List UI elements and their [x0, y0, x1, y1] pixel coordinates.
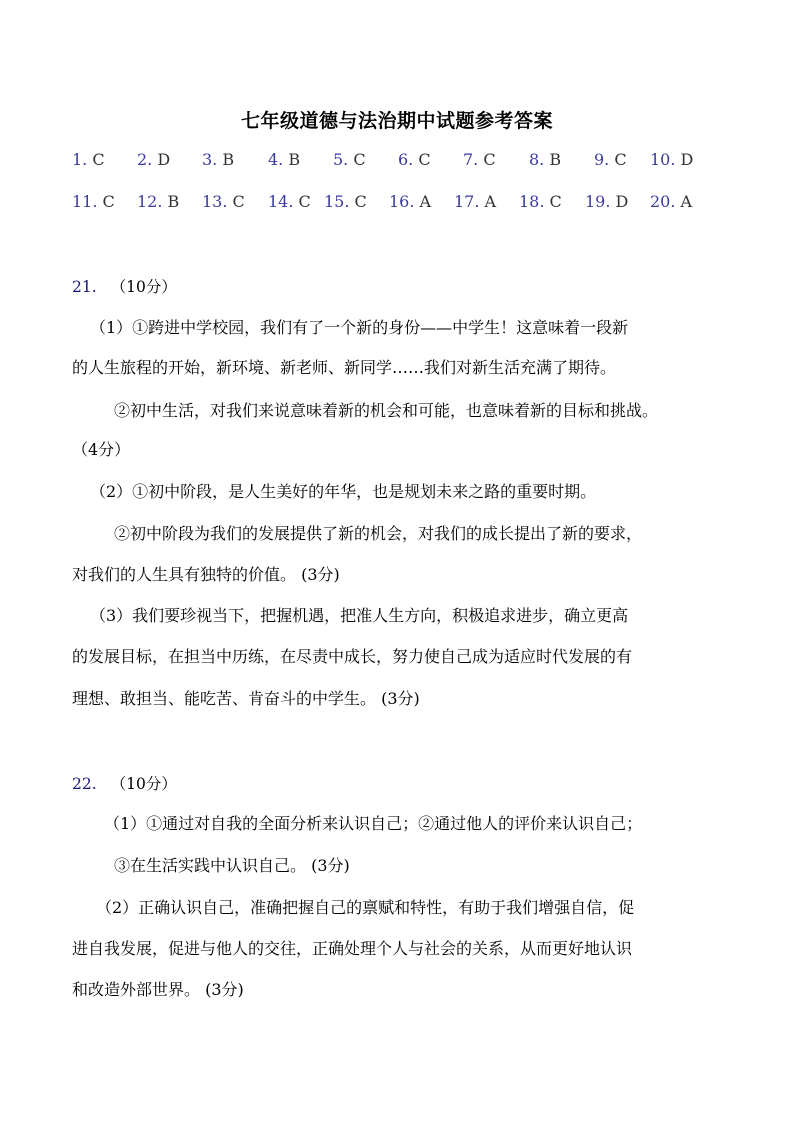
answer-line: 对我们的人生具有独特的价值。 (3分) [72, 565, 340, 584]
answer-line: （3）我们要珍视当下，把握机遇，把准人生方向，积极追求进步，确立更高 [90, 606, 629, 625]
choice-answer: 2. D [137, 150, 171, 169]
choice-answer: 11. C [72, 192, 115, 211]
answer-line: 的人生旅程的开始，新环境、新老师、新同学……我们对新生活充满了期待。 [72, 358, 617, 377]
choice-answer: 4. B [268, 150, 301, 169]
choice-answer: 12. B [137, 192, 180, 211]
answer-line: ③在生活实践中认识自己。 (3分) [114, 856, 350, 875]
question-points: （10分） [110, 278, 177, 296]
answer-line: （4分） [72, 440, 131, 459]
choice-answer: 3. B [202, 150, 235, 169]
choice-answer: 1. C [72, 150, 105, 169]
choice-answer: 19. D [585, 192, 629, 211]
choice-answer: 13. C [202, 192, 245, 211]
choice-answer: 15. C [324, 192, 367, 211]
answer-line: 的发展目标，在担当中历练，在尽责中成长，努力使自己成为适应时代发展的有 [72, 647, 633, 666]
choice-answer: 10. D [650, 150, 694, 169]
question-number: 22. [72, 775, 97, 793]
answer-line: （1）①跨进中学校园，我们有了一个新的身份——中学生！这意味着一段新 [90, 318, 629, 337]
answer-line: （2）正确认识自己，准确把握自己的禀赋和特性，有助于我们增强自信，促 [96, 898, 635, 917]
choice-answer: 18. C [519, 192, 562, 211]
answer-line: （1）①通过对自我的全面分析来认识自己；②通过他人的评价来认识自己； [104, 814, 643, 833]
choice-answer: 14. C [268, 192, 311, 211]
choice-answer: 20. A [650, 192, 693, 211]
choice-answer: 17. A [454, 192, 497, 211]
choice-answer: 6. C [398, 150, 431, 169]
answer-line: ②初中阶段为我们的发展提供了新的机会，对我们的成长提出了新的要求， [114, 524, 643, 543]
answer-line: 进自我发展，促进与他人的交往，正确处理个人与社会的关系，从而更好地认识 [72, 939, 633, 958]
choice-answer: 7. C [463, 150, 496, 169]
choice-answer: 16. A [389, 192, 432, 211]
answer-line: ②初中生活，对我们来说意味着新的机会和可能，也意味着新的目标和挑战。 [114, 401, 659, 420]
question-21-header [72, 275, 177, 297]
answer-line: 和改造外部世界。 (3分) [72, 980, 244, 999]
answer-line: （2）①初中阶段，是人生美好的年华，也是规划未来之路的重要时期。 [90, 482, 597, 501]
question-22-header [72, 772, 177, 794]
answer-line: 理想、敢担当、能吃苦、肯奋斗的中学生。 (3分) [72, 689, 420, 708]
question-points: （10分） [110, 775, 177, 793]
question-number: 21. [72, 278, 97, 296]
choice-answer: 9. C [594, 150, 627, 169]
choice-answer: 5. C [333, 150, 366, 169]
choice-answer: 8. B [529, 150, 562, 169]
page-title: 七年级道德与法治期中试题参考答案 [240, 110, 553, 132]
